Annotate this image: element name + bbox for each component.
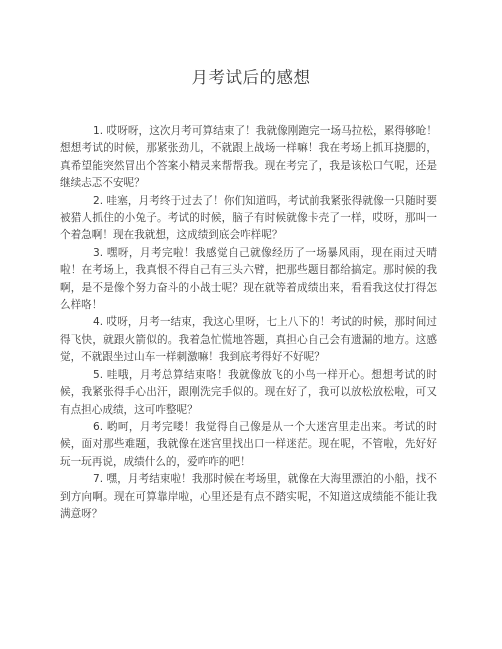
document-body	[60, 123, 437, 523]
paragraph-2: 2. 哇塞，月考终于过去了！你们知道吗，考试前我紧张得就像一只随时要被猎人抓住的小兔子。考试的时候，脑子有时候就像卡壳了一样，哎呀，那叫一个着急啊！现在我就想，这成绩到底会咋样呢？	[60, 194, 437, 242]
paragraph-5: 5. 哇哦，月考总算结束咯！我就像放飞的小鸟一样开心。想想考试的时候，我紧张得手心出汗，跟刚洗完手似的。现在好了，我可以放松放松啦，可又有点担心成绩，这可咋整呢？	[60, 368, 437, 416]
paragraph-3: 3. 嘿呀，月考完啦！我感觉自己就像经历了一场暴风雨，现在雨过天晴啦！在考场上，我真恨不得自己有三头六臂，把那些题目都给搞定。那时候的我啊，是不是像个努力奋斗的小战士呢？现在就等着成绩出来，看看我这仗打得怎么样咯！	[60, 246, 437, 312]
paragraph-4: 4. 哎呀，月考一结束，我这心里呀，七上八下的！考试的时候，那时间过得飞快，就跟火箭似的。我着急忙慌地答题，真担心自己会有遗漏的地方。这感觉，不就跟坐过山车一样刺激嘛！我到底考得好不好呢？	[60, 316, 437, 364]
paragraph-6: 6. 哟呵，月考完喽！我觉得自己像是从一个大迷宫里走出来。考试的时候，面对那些难题，我就像在迷宫里找出口一样迷茫。现在呢，不管啦，先好好玩一玩再说，成绩什么的，爱咋咋的吧！	[60, 420, 437, 468]
paragraph-1: 1. 哎呀呀，这次月考可算结束了！我就像刚跑完一场马拉松，累得够呛！想想考试的时候，那紧张劲儿，不就跟上战场一样嘛！我在考场上抓耳挠腮的，真希望能突然冒出个答案小精灵来帮帮我。现在考完了，我是该松口气呢，还是继续忐忑不安呢？	[60, 125, 437, 190]
document-title: 月考试后的感想	[191, 68, 311, 87]
paragraph-7: 7. 嘿，月考结束啦！我那时候在考场里，就像在大海里漂泊的小船，找不到方向啊。现在可算靠岸啦，心里还是有点不踏实呢，不知道这成绩能不能让我满意呀？	[60, 473, 437, 520]
